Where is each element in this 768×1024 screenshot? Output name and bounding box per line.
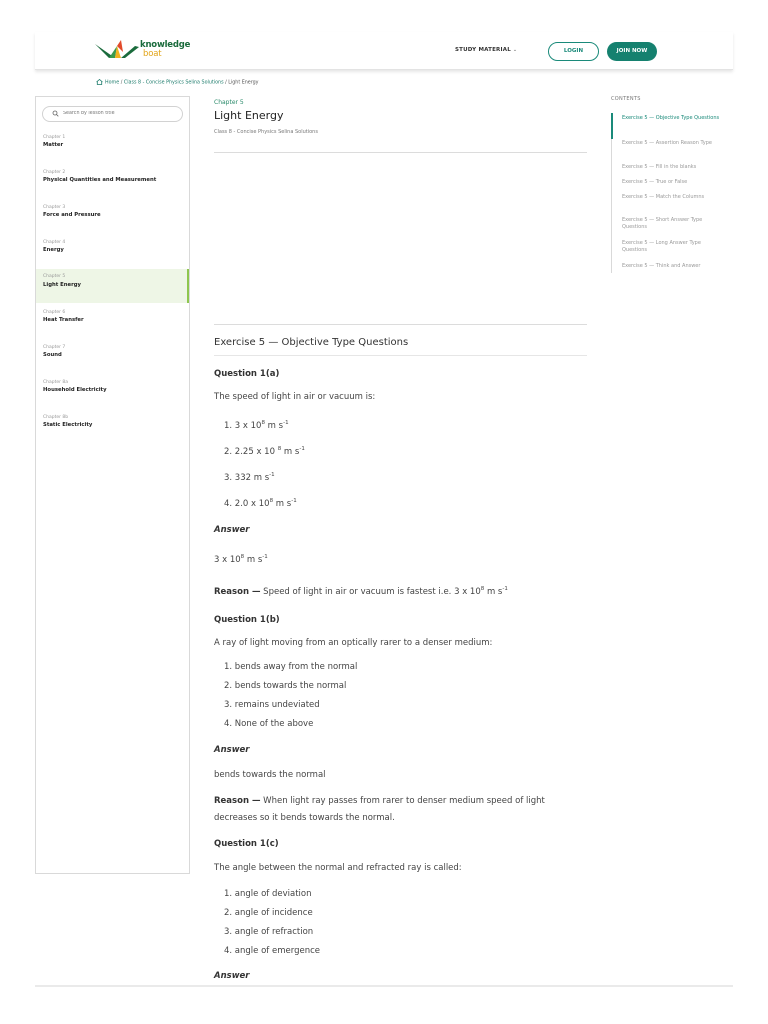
reason-label: Reason — xyxy=(214,586,261,597)
sidebar-item-chapter-8b[interactable] xyxy=(36,411,189,445)
chapter-name: Force and Pressure xyxy=(43,212,101,218)
sidebar-item-chapter-1[interactable] xyxy=(36,131,189,165)
contents-heading: CONTENTS xyxy=(611,96,641,102)
option: 3. angle of refraction xyxy=(224,927,314,937)
sidebar-item-chapter-5[interactable] xyxy=(36,269,189,303)
breadcrumb-home[interactable]: Home xyxy=(105,80,120,86)
question-label: Question 1(c) xyxy=(214,839,279,849)
option: 4. 2.0 x $10^8$ m $s^{-1}$ xyxy=(224,498,297,509)
toc-item-long-answer[interactable]: Exercise 5 — Long Answer Type Questions xyxy=(622,240,701,253)
exercise-title: Exercise 5 — Objective Type Questions xyxy=(214,337,409,348)
join-now-button[interactable]: JOIN NOW xyxy=(607,42,657,61)
chapter-number: Chapter 6 xyxy=(43,310,66,315)
breadcrumb-separator: / xyxy=(119,80,124,86)
chapter-name: Matter xyxy=(43,142,64,148)
option: 4. angle of emergence xyxy=(224,946,320,956)
chapter-number: Chapter 8a xyxy=(43,380,69,385)
chapter-sidebar xyxy=(35,96,190,874)
option: 1. angle of deviation xyxy=(224,889,312,899)
breadcrumb-class-link[interactable]: Class 8 - Concise Physics Selina Solutions xyxy=(123,80,224,86)
answer-label: Answer xyxy=(214,525,250,535)
contents-list xyxy=(611,113,727,273)
study-material-label: STUDY MATERIAL xyxy=(455,47,511,53)
toc-item-think-answer[interactable]: Exercise 5 — Think and Answer xyxy=(622,263,701,269)
breadcrumb xyxy=(96,79,259,86)
reason-label: Reason — xyxy=(214,796,261,806)
answer-text: bends towards the normal xyxy=(214,770,326,780)
question-text: The angle between the normal and refracted ray is called: xyxy=(214,863,462,873)
breadcrumb-separator: / xyxy=(223,80,229,86)
chapter-name: Static Electricity xyxy=(43,422,93,428)
chapter-number: Chapter 2 xyxy=(43,170,66,175)
question-text: A ray of light moving from an optically rarer to a denser medium: xyxy=(214,638,493,648)
answer-text: 3 x $10^8$ m $s^{-1}$ xyxy=(214,554,268,565)
option: 4. None of the above xyxy=(224,719,314,729)
lesson-search[interactable] xyxy=(42,106,183,122)
divider xyxy=(214,355,587,356)
page-title: Light Energy xyxy=(214,109,284,122)
sidebar-item-chapter-3[interactable] xyxy=(36,201,189,235)
option: 2. angle of incidence xyxy=(224,908,313,918)
chapter-name: Physical Quantities and Measurement xyxy=(43,177,157,183)
logo-line1: knowledge xyxy=(140,40,191,50)
reason-text-continued: decreases so it bends towards the normal. xyxy=(214,813,395,823)
toc-item-assertion-reason[interactable]: Exercise 5 — Assertion Reason Type xyxy=(622,140,712,146)
sidebar-item-chapter-7[interactable] xyxy=(36,341,189,375)
chapter-label: Chapter 5 xyxy=(214,99,244,106)
chapter-name: Light Energy xyxy=(43,282,81,288)
reason-text: Reason — Speed of light in air or vacuum is fastest i.e. 3 x $10^8$ m $s^{-1}$ xyxy=(214,586,508,597)
sidebar-item-chapter-2[interactable] xyxy=(36,166,189,200)
chapter-name: Sound xyxy=(43,352,62,358)
logo-boat-icon xyxy=(95,40,139,60)
chapter-number: Chapter 1 xyxy=(43,135,66,140)
top-header xyxy=(35,32,733,70)
answer-label: Answer xyxy=(214,745,250,755)
option: 2. 2.25 x 10 $^8$ m $s^{-1}$ xyxy=(224,446,305,457)
reason-text: Reason — When light ray passes from rarer to denser medium speed of light xyxy=(214,796,545,806)
logo-text xyxy=(140,41,190,59)
option: 1. 3 x $10^8$ m $s^{-1}$ xyxy=(224,420,289,431)
page-subtitle: Class 8 - Concise Physics Selina Solutions xyxy=(214,129,318,135)
chapter-name: Household Electricity xyxy=(43,387,107,393)
question-text: The speed of light in air or vacuum is: xyxy=(214,392,376,402)
chapter-number: Chapter 5 xyxy=(43,274,66,279)
question-label: Question 1(a) xyxy=(214,369,280,379)
login-button[interactable]: LOGIN xyxy=(548,42,599,61)
option: 3. 332 m $s^{-1}$ xyxy=(224,472,275,483)
toc-item-fill-blanks[interactable]: Exercise 5 — Fill in the blanks xyxy=(622,164,697,170)
sidebar-item-chapter-8a[interactable] xyxy=(36,376,189,410)
chapter-name: Energy xyxy=(43,247,64,253)
option: 1. bends away from the normal xyxy=(224,662,358,672)
toc-item-objective[interactable]: Exercise 5 — Objective Type Questions xyxy=(622,115,720,121)
chapter-number: Chapter 8b xyxy=(43,415,69,420)
toc-item-short-answer[interactable]: Exercise 5 — Short Answer Type Questions xyxy=(622,217,703,230)
divider xyxy=(214,324,587,325)
study-material-menu[interactable] xyxy=(455,47,517,53)
divider xyxy=(214,152,587,153)
chapter-name: Heat Transfer xyxy=(43,317,84,323)
search-input[interactable] xyxy=(63,108,173,119)
toc-item-match-columns[interactable]: Exercise 5 — Match the Columns xyxy=(622,194,705,200)
chapter-number: Chapter 7 xyxy=(43,345,66,350)
active-indicator xyxy=(611,113,613,139)
sidebar-item-chapter-4[interactable] xyxy=(36,236,189,270)
option: 3. remains undeviated xyxy=(224,700,320,710)
page-bottom-border xyxy=(35,985,733,987)
logo[interactable] xyxy=(95,40,195,64)
chevron-down-icon: ⌄ xyxy=(512,47,518,53)
home-icon[interactable] xyxy=(96,79,103,85)
breadcrumb-current: Light Energy xyxy=(228,80,259,86)
answer-label: Answer xyxy=(214,971,250,981)
search-icon xyxy=(52,110,59,117)
toc-item-true-false[interactable]: Exercise 5 — True or False xyxy=(622,179,688,185)
option: 2. bends towards the normal xyxy=(224,681,347,691)
sidebar-item-chapter-6[interactable] xyxy=(36,306,189,340)
question-label: Question 1(b) xyxy=(214,615,280,625)
logo-line2: boat xyxy=(143,49,162,59)
chapter-number: Chapter 4 xyxy=(43,240,66,245)
chapter-number: Chapter 3 xyxy=(43,205,66,210)
